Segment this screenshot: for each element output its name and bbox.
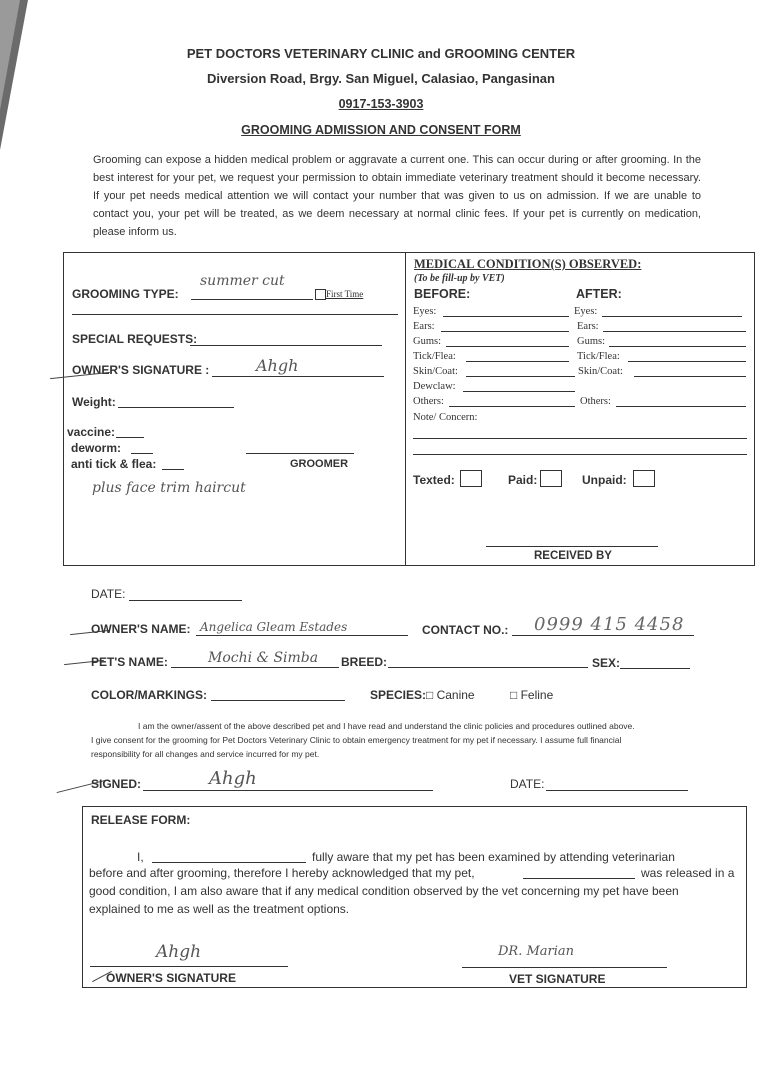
intro-paragraph: Grooming can expose a hidden medical problem or aggravate a current one. This can occur during or after grooming. In the best interest for your pet, we request your permission to obtain immediate veterinary treatment should it become necessary. If your pet needs medical attention we will contact your number that was given to us on admission. If we are unable to contact you, your pet will be treated, as we deem necessary at normal clinic fees. If your pet is currently on medication, please inform us. <box>93 154 701 238</box>
release-text-1: fully aware that my pet has been examined by attending veterinarian <box>312 850 675 864</box>
feline-option[interactable]: □ Feline <box>510 688 554 702</box>
pet-name-value[interactable]: Mochi & Simba <box>208 650 319 666</box>
date-label: DATE: <box>91 587 126 601</box>
contact-label: CONTACT NO.: <box>422 623 509 637</box>
before-skincoat-label: Skin/Coat: <box>413 366 458 377</box>
box-divider <box>405 252 406 566</box>
after-ears-label: Ears: <box>577 321 599 332</box>
before-ears-line[interactable] <box>441 331 569 332</box>
consent-line-2: I give consent for the grooming for Pet Doctors Veterinary Clinic to obtain emergency treatment for my pet if necessary. I assume full financial <box>91 735 622 745</box>
breed-line[interactable] <box>388 667 588 668</box>
before-eyes-line[interactable] <box>443 316 569 317</box>
antitick-line[interactable] <box>162 469 184 470</box>
before-gums-line[interactable] <box>446 346 569 347</box>
before-label: BEFORE: <box>414 287 471 301</box>
note-line-2[interactable] <box>413 454 747 455</box>
handwritten-note: plus face trim haircut <box>92 480 246 496</box>
species-label: SPECIES: <box>370 688 427 702</box>
before-dewclaw-line[interactable] <box>463 391 575 392</box>
paid-checkbox[interactable] <box>540 470 562 487</box>
clinic-name: PET DOCTORS VETERINARY CLINIC and GROOMING CENTER <box>186 46 576 61</box>
consent-date-label: DATE: <box>510 777 545 791</box>
release-pet-name-line[interactable] <box>523 878 635 879</box>
vet-signature-line <box>462 967 667 968</box>
color-markings-label: COLOR/MARKINGS: <box>91 688 207 702</box>
received-by-line[interactable] <box>486 546 658 547</box>
groomer-line[interactable] <box>246 453 354 454</box>
after-gums-label: Gums: <box>577 336 606 347</box>
first-time-checkbox[interactable] <box>315 289 326 300</box>
after-others-label: Others: <box>580 396 611 407</box>
before-others-line[interactable] <box>449 406 575 407</box>
owner-name-value[interactable]: Angelica Gleam Estades <box>200 620 348 634</box>
special-requests-line[interactable] <box>190 345 382 346</box>
grooming-type-label: GROOMING TYPE: <box>72 287 179 301</box>
antitick-label: anti tick & flea: <box>71 457 157 471</box>
after-skincoat-line[interactable] <box>634 376 746 377</box>
owner-name-label: OWNER'S NAME: <box>91 622 191 636</box>
unpaid-label: Unpaid: <box>582 473 627 487</box>
pet-name-line <box>171 667 339 668</box>
texted-checkbox[interactable] <box>460 470 482 487</box>
pet-name-label: PET'S NAME: <box>91 655 168 669</box>
contact-line <box>512 635 694 636</box>
release-owner-signature-line <box>90 966 288 967</box>
release-owner-signature-label: OWNER'S SIGNATURE <box>106 971 236 985</box>
after-gums-line[interactable] <box>609 346 746 347</box>
sex-line[interactable] <box>620 668 690 669</box>
release-owner-signature-value[interactable]: Ahgh <box>156 942 202 962</box>
before-gums-label: Gums: <box>413 336 442 347</box>
sex-label: SEX: <box>592 656 621 670</box>
grooming-extra-line <box>72 314 398 315</box>
color-markings-line[interactable] <box>211 700 345 701</box>
after-skincoat-label: Skin/Coat: <box>578 366 623 377</box>
before-ears-label: Ears: <box>413 321 435 332</box>
after-label: AFTER: <box>576 287 622 301</box>
after-eyes-line[interactable] <box>602 316 742 317</box>
unpaid-checkbox[interactable] <box>633 470 655 487</box>
medical-title: MEDICAL CONDITION(S) OBSERVED: <box>414 257 642 271</box>
medical-subtitle: (To be fill-up by VET) <box>414 273 505 284</box>
after-ears-line[interactable] <box>603 331 746 332</box>
vaccine-line[interactable] <box>116 437 144 438</box>
before-tickflea-line[interactable] <box>466 361 569 362</box>
groomer-label: GROOMER <box>290 458 349 470</box>
deworm-label: deworm: <box>71 441 122 455</box>
release-text-3: good condition, I am also aware that if any medical condition observed by the vet concerning my pet have been <box>89 884 679 898</box>
before-eyes-label: Eyes: <box>413 306 437 317</box>
vaccine-label: vaccine: <box>67 425 116 439</box>
release-i: I, <box>137 850 144 864</box>
owner-name-line <box>196 635 408 636</box>
grooming-type-value[interactable]: summer cut <box>200 273 285 289</box>
release-title: RELEASE FORM: <box>91 813 191 827</box>
form-title: GROOMING ADMISSION AND CONSENT FORM <box>241 123 521 137</box>
signed-label: SIGNED: <box>91 777 142 791</box>
first-time-label: First Time <box>326 289 364 299</box>
breed-label: BREED: <box>341 655 388 669</box>
weight-label: Weight: <box>72 395 116 409</box>
note-concern-label: Note/ Concern: <box>413 412 478 423</box>
weight-line[interactable] <box>118 407 234 408</box>
special-requests-label: SPECIAL REQUESTS: <box>72 332 198 346</box>
consent-line-3: responsibility for all changes and service incurred for my pet. <box>91 749 320 759</box>
consent-date-line[interactable] <box>546 790 688 791</box>
clinic-address: Diversion Road, Brgy. San Miguel, Calasiao, Pangasinan <box>207 71 555 86</box>
signed-value[interactable]: Ahgh <box>209 768 257 789</box>
release-text-4: explained to me as well as the treatment options. <box>89 902 350 916</box>
before-others-label: Others: <box>413 396 444 407</box>
before-dewclaw-label: Dewclaw: <box>413 381 456 392</box>
paid-label: Paid: <box>508 473 538 487</box>
before-skincoat-line[interactable] <box>466 376 575 377</box>
after-eyes-label: Eyes: <box>574 306 598 317</box>
signed-line <box>143 790 433 791</box>
clinic-phone: 0917-153-3903 <box>338 97 424 111</box>
after-tickflea-label: Tick/Flea: <box>577 351 620 362</box>
owner-signature-line <box>212 376 384 377</box>
vet-signature-value[interactable]: DR. Marian <box>498 944 575 959</box>
release-text-2a: before and after grooming, therefore I hereby acknowledged that my pet, <box>89 866 475 880</box>
deworm-line[interactable] <box>131 453 153 454</box>
owner-signature-value[interactable]: Ahgh <box>256 356 299 375</box>
texted-label: Texted: <box>413 473 455 487</box>
contact-value[interactable]: 0999 415 4458 <box>534 614 685 635</box>
after-others-line[interactable] <box>616 406 746 407</box>
consent-line-1: I am the owner/assent of the above described pet and I have read and understand the clinic policies and procedures outlined above. <box>138 721 635 731</box>
release-text-2b: was released in a <box>641 866 735 880</box>
before-tickflea-label: Tick/Flea: <box>413 351 456 362</box>
date-line[interactable] <box>129 600 242 601</box>
owner-signature-label: OWNER'S SIGNATURE : <box>72 363 210 377</box>
after-tickflea-line[interactable] <box>628 361 746 362</box>
grooming-type-line <box>191 299 313 300</box>
vet-signature-label: VET SIGNATURE <box>509 972 606 986</box>
note-line-1[interactable] <box>413 438 747 439</box>
received-by-label: RECEIVED BY <box>534 550 612 562</box>
canine-option[interactable]: □ Canine <box>426 688 475 702</box>
release-owner-name-line[interactable] <box>152 862 306 863</box>
